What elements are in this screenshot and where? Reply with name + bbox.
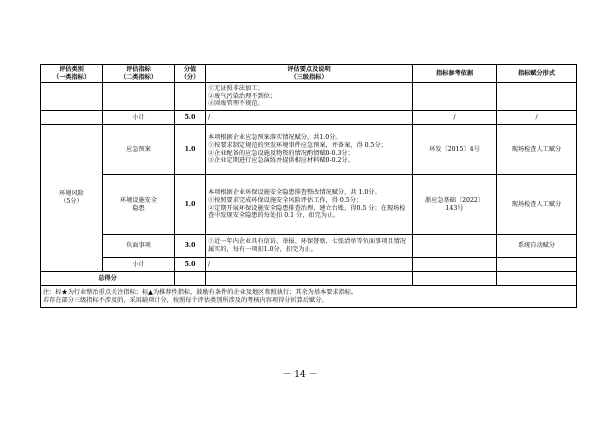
header-form: 指标赋分形式 bbox=[497, 65, 577, 83]
category-cell: 环境风险 （5分） bbox=[41, 125, 103, 272]
note-row bbox=[41, 286, 577, 308]
score-cell: 3.0 bbox=[175, 235, 206, 258]
header-category: 评估类别 （一类指标） bbox=[41, 65, 103, 83]
subtotal-score: 5.0 bbox=[175, 258, 206, 272]
indicator-cell: 应急预案 bbox=[103, 125, 175, 175]
subtotal-score: 5.0 bbox=[175, 111, 206, 125]
form-cell: 现场检查人工赋分 bbox=[497, 125, 577, 175]
table-row bbox=[41, 83, 577, 111]
subtotal-basis: / bbox=[413, 111, 497, 125]
indicator-cell: 环境设施安全 隐患 bbox=[103, 175, 175, 235]
points-cell: 本项根据企业环保设施安全隐患排查整改情况赋分，共 1.0分。 ①按照要求完成环保设施安全风险评估工作，得 0.5分； ②定期开展环保设施安全隐患排查治理、建立台账，得0.5 分；在现场检查中发现安全隐患的每处扣 0.1 分，扣完为止。 bbox=[206, 175, 413, 235]
subtotal-row bbox=[41, 111, 577, 125]
footnote: 注：标★为行业整治重点关注指标；标▲为推荐性指标，鼓励有条件的企业及地区参照执行；其余为基本要求指标。 若存在部分三级指标不涉及的，采用缺项计分，按照每个评估类别所涉及的考核内容项得分折算后赋分。 bbox=[41, 286, 577, 308]
table-row bbox=[41, 175, 577, 235]
basis-cell: 环发〔2015〕4号 bbox=[413, 125, 497, 175]
points-cell: 本项根据企业应急预案落实情况赋分，共1.0分。 ①按要求制定规范的突发环境事件应急预案，并备案，得 0.5分； ②企业配备的应急设施及物资的情况酌情赋0-0.3分； ③企业定期进行应急演练并提供相应材料赋0-0.2分。 bbox=[206, 125, 413, 175]
subtotal-label: 小计 bbox=[103, 111, 175, 125]
total-row bbox=[41, 272, 577, 286]
table-header-row bbox=[41, 65, 577, 83]
form-cell: 现场检查人工赋分 bbox=[497, 175, 577, 235]
score-cell: 1.0 bbox=[175, 125, 206, 175]
form-cell: 系统自动赋分 bbox=[497, 235, 577, 258]
indicator-cell: 负面事项 bbox=[103, 235, 175, 258]
subtotal-label: 小计 bbox=[103, 258, 175, 272]
subtotal-form: / bbox=[497, 111, 577, 125]
total-label: 总得分 bbox=[41, 272, 175, 286]
score-cell: 1.0 bbox=[175, 175, 206, 235]
header-indicator: 评估指标 （二类指标） bbox=[103, 65, 175, 83]
header-basis: 指标参考依据 bbox=[413, 65, 497, 83]
page-number: － 14 － bbox=[282, 370, 318, 380]
points-cell: ①无证照非法加工； ②废气污染治理不到位； ③固废管理不规范。 bbox=[206, 83, 413, 111]
table-row bbox=[41, 125, 577, 175]
basis-cell: 浙应急基础〔2022〕 143号 bbox=[413, 175, 497, 235]
basis-cell bbox=[413, 235, 497, 258]
subtotal-points: / bbox=[206, 111, 413, 125]
evaluation-table bbox=[40, 64, 577, 308]
header-points: 评估要点及说明 （三级指标） bbox=[206, 65, 413, 83]
points-cell: ①近一年内企业具有信访、举报、环保督察、七张清单等负面事项且情况属实的，每有一项扣1.0分，扣完为止。 bbox=[206, 235, 413, 258]
table-row bbox=[41, 235, 577, 258]
header-score: 分值 （分） bbox=[175, 65, 206, 83]
subtotal-points: / bbox=[206, 258, 413, 272]
subtotal-row bbox=[41, 258, 577, 272]
